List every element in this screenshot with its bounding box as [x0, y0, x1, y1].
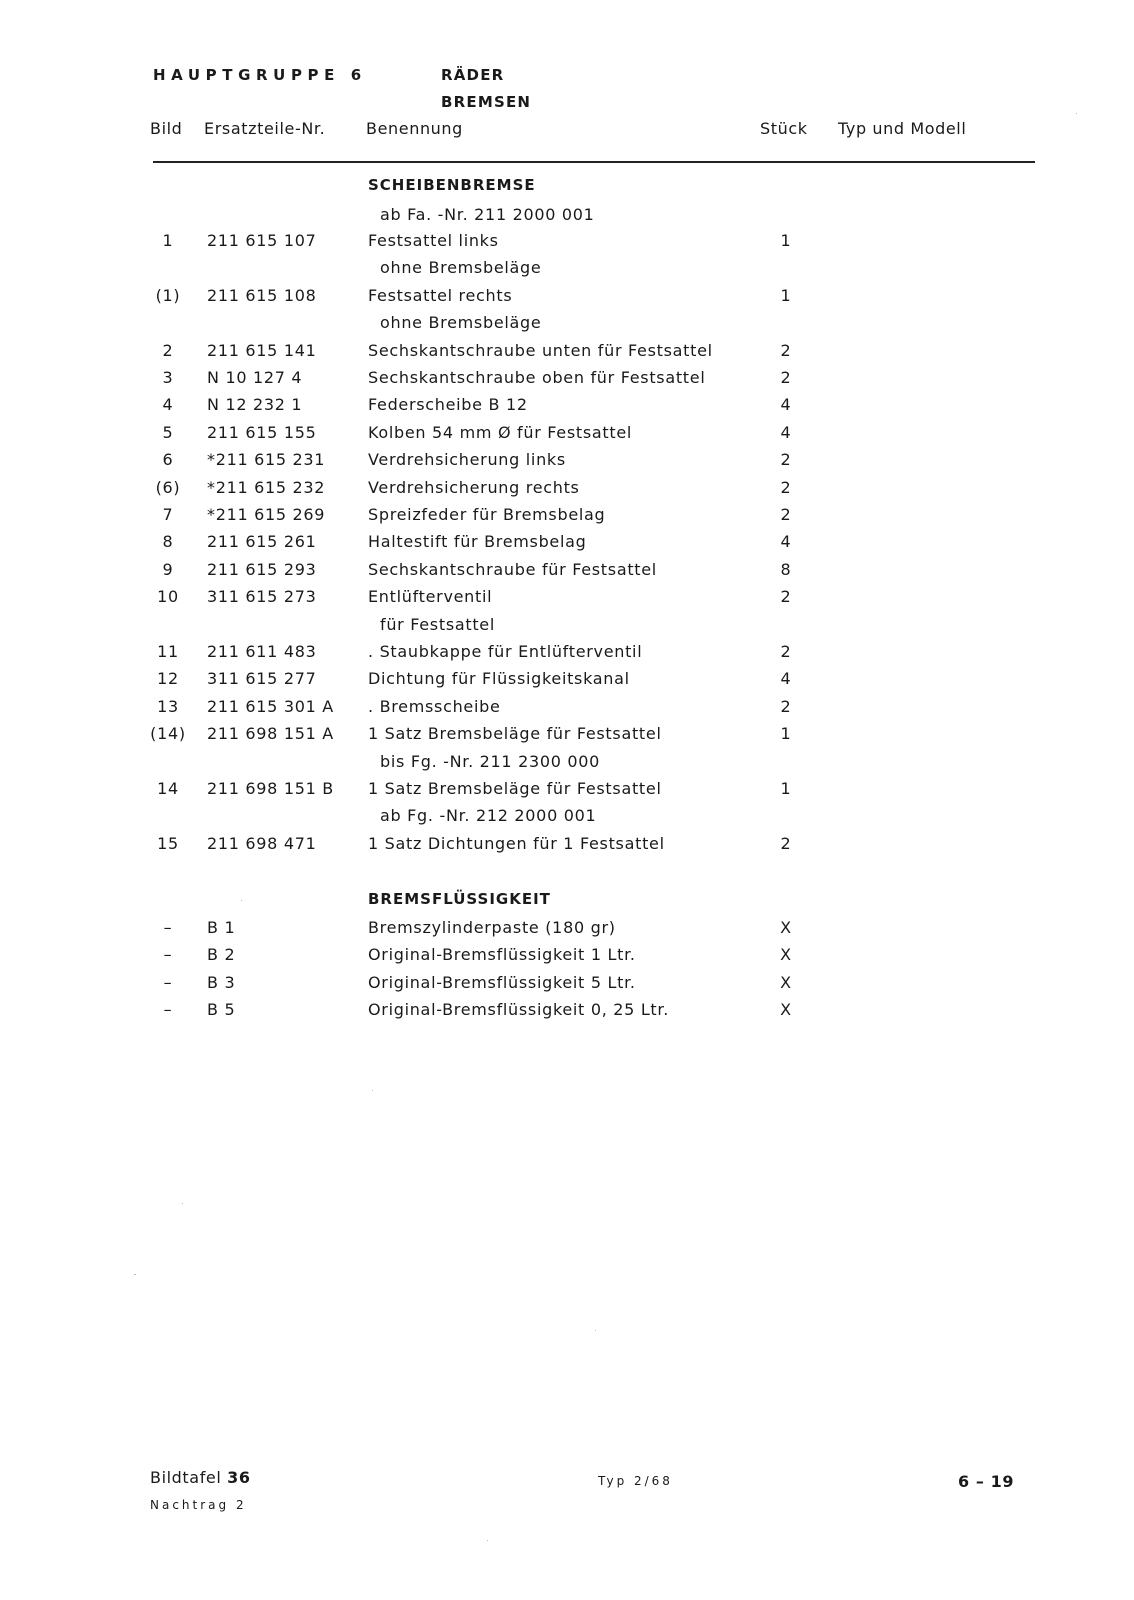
- cell-stueck: 2: [780, 477, 792, 497]
- cell-stueck: X: [780, 918, 792, 937]
- cell-ersatzteil-nr: B 2: [207, 945, 236, 965]
- table-row-continuation: [0, 313, 1134, 335]
- cell-benennung: Bremszylinderpaste (180 gr): [368, 918, 616, 937]
- header-rule: [153, 161, 1035, 163]
- cell-benennung: Dichtung für Flüssigkeitskanal: [368, 669, 630, 689]
- cell-stueck: 2: [780, 833, 792, 853]
- table-row: [0, 697, 1134, 719]
- cell-ersatzteil-nr: 211 615 301 A: [207, 696, 334, 716]
- cell-bild: 9: [162, 559, 174, 579]
- cell-bild: 6: [162, 450, 174, 470]
- table-row: [0, 918, 1134, 940]
- section-note: [0, 205, 1134, 227]
- cell-stueck: 1: [780, 285, 792, 305]
- cell-stueck: 2: [780, 587, 792, 607]
- cell-ersatzteil-nr: N 10 127 4: [207, 368, 303, 387]
- table-row: [0, 1000, 1134, 1022]
- cell-bild: –: [163, 918, 173, 937]
- nachtrag: Nachtrag 2: [150, 1498, 247, 1512]
- table-row: [0, 669, 1134, 691]
- cell-ersatzteil-nr: N 12 232 1: [207, 395, 303, 415]
- table-row: [0, 231, 1134, 253]
- cell-benennung: Kolben 54 mm Ø für Festsattel: [368, 422, 633, 442]
- cell-benennung: Original-Bremsflüssigkeit 5 Ltr.: [368, 972, 636, 992]
- table-row-continuation: [0, 615, 1134, 637]
- table-row: [0, 341, 1134, 363]
- bildtafel-number: 36: [227, 1468, 251, 1487]
- table-row-continuation: [0, 752, 1134, 774]
- cell-stueck: 1: [780, 724, 792, 744]
- cell-ersatzteil-nr: 211 615 107: [207, 231, 317, 250]
- cell-stueck: X: [780, 972, 792, 992]
- table-row: [0, 450, 1134, 472]
- cell-stueck: X: [780, 1000, 792, 1020]
- cell-benennung-note: ab Fg. -Nr. 212 2000 001: [380, 806, 597, 826]
- scan-speck: [182, 1203, 183, 1204]
- table-row-continuation: [0, 258, 1134, 280]
- cell-benennung: . Bremsscheibe: [368, 696, 501, 716]
- cell-stueck: 4: [780, 422, 792, 442]
- cell-bild: 2: [162, 340, 174, 360]
- cell-bild: 3: [162, 368, 174, 387]
- table-row: [0, 423, 1134, 445]
- cell-benennung: Festsattel links: [368, 231, 499, 250]
- column-header-typ: Typ und Modell: [838, 119, 967, 138]
- scan-speck: [595, 1330, 596, 1331]
- cell-benennung-note: bis Fg. -Nr. 211 2300 000: [380, 751, 601, 771]
- column-header-ersatzteil: Ersatzteile-Nr.: [204, 119, 326, 138]
- cell-bild: (1): [155, 285, 181, 305]
- cell-bild: –: [163, 972, 173, 992]
- cell-benennung: Sechskantschraube oben für Festsattel: [368, 368, 706, 387]
- cell-bild: 15: [157, 833, 179, 853]
- cell-ersatzteil-nr: B 3: [207, 972, 236, 992]
- scan-speck: [487, 1540, 488, 1541]
- column-header-benennung: Benennung: [366, 119, 463, 138]
- cell-ersatzteil-nr: 211 615 261: [207, 532, 317, 552]
- cell-bild: –: [163, 1000, 173, 1020]
- cell-stueck: 4: [780, 395, 792, 415]
- scan-speck: [134, 1274, 136, 1275]
- table-row: [0, 834, 1134, 856]
- column-header-bild: Bild: [150, 119, 183, 138]
- scan-speck: [372, 1090, 373, 1091]
- cell-bild: 8: [162, 532, 174, 552]
- cell-ersatzteil-nr: 211 698 151 B: [207, 779, 334, 798]
- cell-ersatzteil-nr: 211 615 155: [207, 422, 317, 442]
- section-title-scheibenbremse: SCHEIBENBREMSE: [368, 176, 536, 194]
- cell-ersatzteil-nr: *211 615 269: [207, 505, 326, 524]
- cell-ersatzteil-nr: 311 615 277: [207, 669, 317, 689]
- cell-benennung: Original-Bremsflüssigkeit 1 Ltr.: [368, 945, 636, 965]
- bildtafel-label: Bildtafel: [150, 1468, 222, 1487]
- table-row: [0, 395, 1134, 417]
- cell-stueck: 2: [780, 642, 792, 661]
- cell-ersatzteil-nr: *211 615 231: [207, 450, 326, 470]
- cell-benennung-note: ohne Bremsbeläge: [380, 258, 542, 278]
- title-line-1: RÄDER: [441, 66, 505, 84]
- cell-stueck: 2: [780, 696, 792, 716]
- cell-ersatzteil-nr: B 5: [207, 1000, 236, 1020]
- cell-stueck: 2: [780, 368, 792, 387]
- cell-benennung: Original-Bremsflüssigkeit 0, 25 Ltr.: [368, 1000, 669, 1020]
- table-row: [0, 724, 1134, 746]
- cell-benennung: Sechskantschraube unten für Festsattel: [368, 340, 713, 360]
- table-row: [0, 368, 1134, 390]
- title-line-2: BREMSEN: [441, 93, 532, 111]
- cell-stueck: X: [780, 945, 792, 965]
- cell-bild: 12: [157, 669, 179, 689]
- cell-stueck: 1: [780, 779, 792, 798]
- cell-stueck: 8: [780, 559, 792, 579]
- cell-benennung: Haltestift für Bremsbelag: [368, 532, 587, 552]
- cell-bild: –: [163, 945, 173, 965]
- cell-ersatzteil-nr: 211 615 141: [207, 340, 317, 360]
- cell-bild: 7: [162, 505, 174, 524]
- table-row-continuation: [0, 806, 1134, 828]
- page-number: 6 – 19: [958, 1472, 1015, 1491]
- cell-ersatzteil-nr: *211 615 232: [207, 477, 326, 497]
- cell-ersatzteil-nr: 211 615 293: [207, 559, 317, 579]
- cell-benennung: Federscheibe B 12: [368, 395, 528, 415]
- scan-speck: [241, 900, 242, 901]
- section-title-bremsfluessigkeit: BREMSFLÜSSIGKEIT: [368, 890, 551, 908]
- table-row: [0, 587, 1134, 609]
- cell-bild: 5: [162, 422, 174, 442]
- cell-bild: 4: [162, 395, 174, 415]
- cell-bild: (6): [155, 477, 181, 497]
- table-row: [0, 532, 1134, 554]
- table-row: [0, 560, 1134, 582]
- cell-bild: 14: [157, 779, 179, 798]
- table-row: [0, 945, 1134, 967]
- table-row: [0, 973, 1134, 995]
- group-label: HAUPTGRUPPE 6: [153, 66, 367, 84]
- cell-benennung: Entlüfterventil: [368, 587, 493, 607]
- cell-ersatzteil-nr: B 1: [207, 918, 236, 937]
- cell-ersatzteil-nr: 211 611 483: [207, 642, 317, 661]
- table-row: [0, 505, 1134, 527]
- cell-bild: 11: [157, 642, 179, 661]
- cell-benennung: . Staubkappe für Entlüfterventil: [368, 642, 643, 661]
- cell-benennung: 1 Satz Bremsbeläge für Festsattel: [368, 724, 662, 744]
- cell-stueck: 1: [780, 231, 792, 250]
- cell-benennung: 1 Satz Bremsbeläge für Festsattel: [368, 779, 662, 798]
- cell-ersatzteil-nr: 211 698 471: [207, 833, 317, 853]
- cell-stueck: 4: [780, 532, 792, 552]
- cell-benennung: Spreizfeder für Bremsbelag: [368, 505, 606, 524]
- cell-stueck: 2: [780, 450, 792, 470]
- section-note-text: ab Fa. -Nr. 211 2000 001: [380, 205, 595, 224]
- table-row: [0, 779, 1134, 801]
- cell-stueck: 2: [780, 340, 792, 360]
- cell-stueck: 4: [780, 669, 792, 689]
- table-row: [0, 478, 1134, 500]
- cell-benennung: Sechskantschraube für Festsattel: [368, 559, 657, 579]
- typ-label: Typ 2/68: [598, 1474, 673, 1488]
- cell-benennung-note: für Festsattel: [380, 614, 495, 634]
- cell-bild: 13: [157, 696, 179, 716]
- cell-bild: 10: [157, 587, 179, 607]
- table-row: [0, 286, 1134, 308]
- cell-ersatzteil-nr: 211 615 108: [207, 285, 317, 305]
- cell-ersatzteil-nr: 211 698 151 A: [207, 724, 334, 744]
- cell-benennung-note: ohne Bremsbeläge: [380, 313, 542, 333]
- cell-benennung: Festsattel rechts: [368, 285, 513, 305]
- bildtafel: [150, 1468, 251, 1487]
- cell-benennung: 1 Satz Dichtungen für 1 Festsattel: [368, 833, 665, 853]
- cell-ersatzteil-nr: 311 615 273: [207, 587, 317, 607]
- cell-benennung: Verdrehsicherung links: [368, 450, 566, 470]
- cell-stueck: 2: [780, 505, 792, 524]
- table-row: [0, 642, 1134, 664]
- cell-bild: 1: [162, 231, 174, 250]
- column-header-stueck: Stück: [760, 119, 808, 138]
- scan-speck: [1076, 113, 1077, 114]
- cell-bild: (14): [150, 724, 186, 744]
- cell-benennung: Verdrehsicherung rechts: [368, 477, 580, 497]
